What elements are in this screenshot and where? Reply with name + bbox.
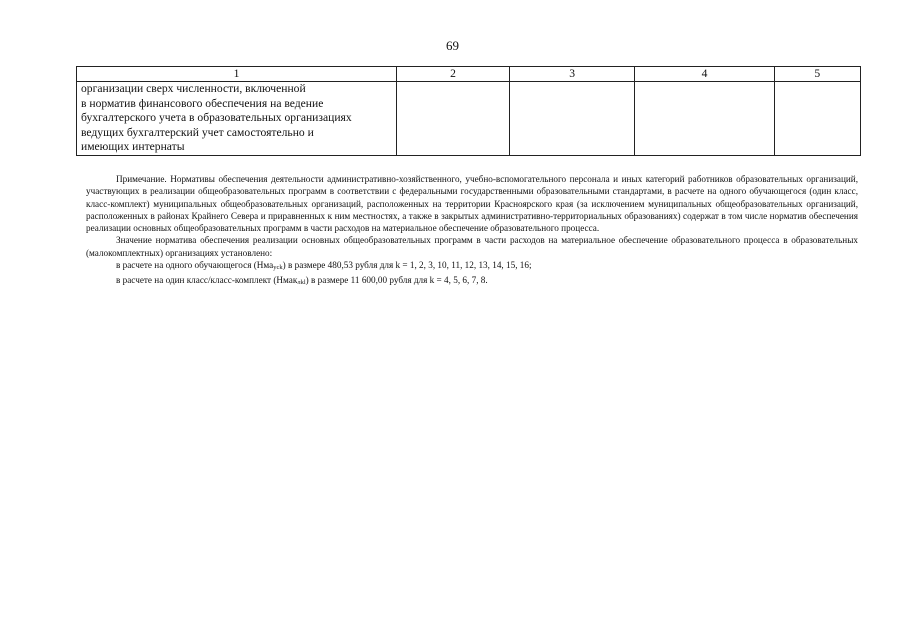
col-header-3: 3 [509, 67, 635, 82]
cell-line: ведущих бухгалтерский учет самостоятельно и [81, 125, 314, 139]
cell-line: имеющих интернаты [81, 140, 185, 154]
col-header-5: 5 [774, 67, 860, 82]
note-paragraph-1: Примечание. Нормативы обеспечения деятельности административно-хозяйственного, учебно-вспомогательного персонала и иных категорий работников образовательных организаций, участвующих в реализации общеобразовательных программ в соответствии с федеральными государственными образовательными стандартами, в расчете на одного обучающегося (один класс, класс-комплект) муниципальных общеобразовательных организаций, расположенных на территории Красноярского края (за исключением муниципальных общеобразовательных организаций, расположенных в районах Крайнего Севера и приравненных к ним местностях, а также в закрытых административно-территориальных образованиях) содержат в том числе норматив обеспечения реализации основных общеобразовательных программ в части расходов на материальное обеспечение образовательного процесса. [86, 174, 858, 234]
norm-table [76, 66, 861, 156]
note-paragraph-2: Значение норматива обеспечения реализации основных общеобразовательных программ в части расходов на материальное обеспечение образовательного процесса в образовательных (малокомплектных) организациях установлено: [86, 235, 858, 258]
note-subscript: лkl [297, 279, 306, 287]
note-text: ) в размере 11 600,00 рубля для k = 4, 5, 6, 7, 8. [305, 275, 488, 286]
table-cell-empty [509, 82, 635, 156]
table-row [77, 82, 861, 156]
col-header-1: 1 [77, 67, 397, 82]
note-paragraph-4 [86, 274, 858, 289]
note-text: ) в размере 480,53 рубля для k = 1, 2, 3, 10, 11, 12, 13, 14, 15, 16; [282, 260, 532, 271]
table-cell-description [77, 82, 397, 156]
note-text: в расчете на один класс/класс-комплект (Нмак [116, 275, 298, 286]
note-subscript: усk [273, 264, 283, 272]
note-paragraph-3 [86, 259, 858, 274]
table-header-row [77, 67, 861, 82]
col-header-4: 4 [635, 67, 774, 82]
note-text: в расчете на одного обучающегося (Нма [116, 260, 274, 271]
col-header-2: 2 [397, 67, 510, 82]
table-cell-empty [774, 82, 860, 156]
table-cell-empty [635, 82, 774, 156]
cell-line: в норматив финансового обеспечения на ведение [81, 96, 324, 110]
cell-line: организации сверх численности, включенной [81, 82, 306, 95]
note-block [86, 173, 858, 290]
table-cell-empty [397, 82, 510, 156]
page-number: 69 [446, 38, 459, 53]
cell-line: бухгалтерского учета в образовательных организациях [81, 111, 352, 125]
